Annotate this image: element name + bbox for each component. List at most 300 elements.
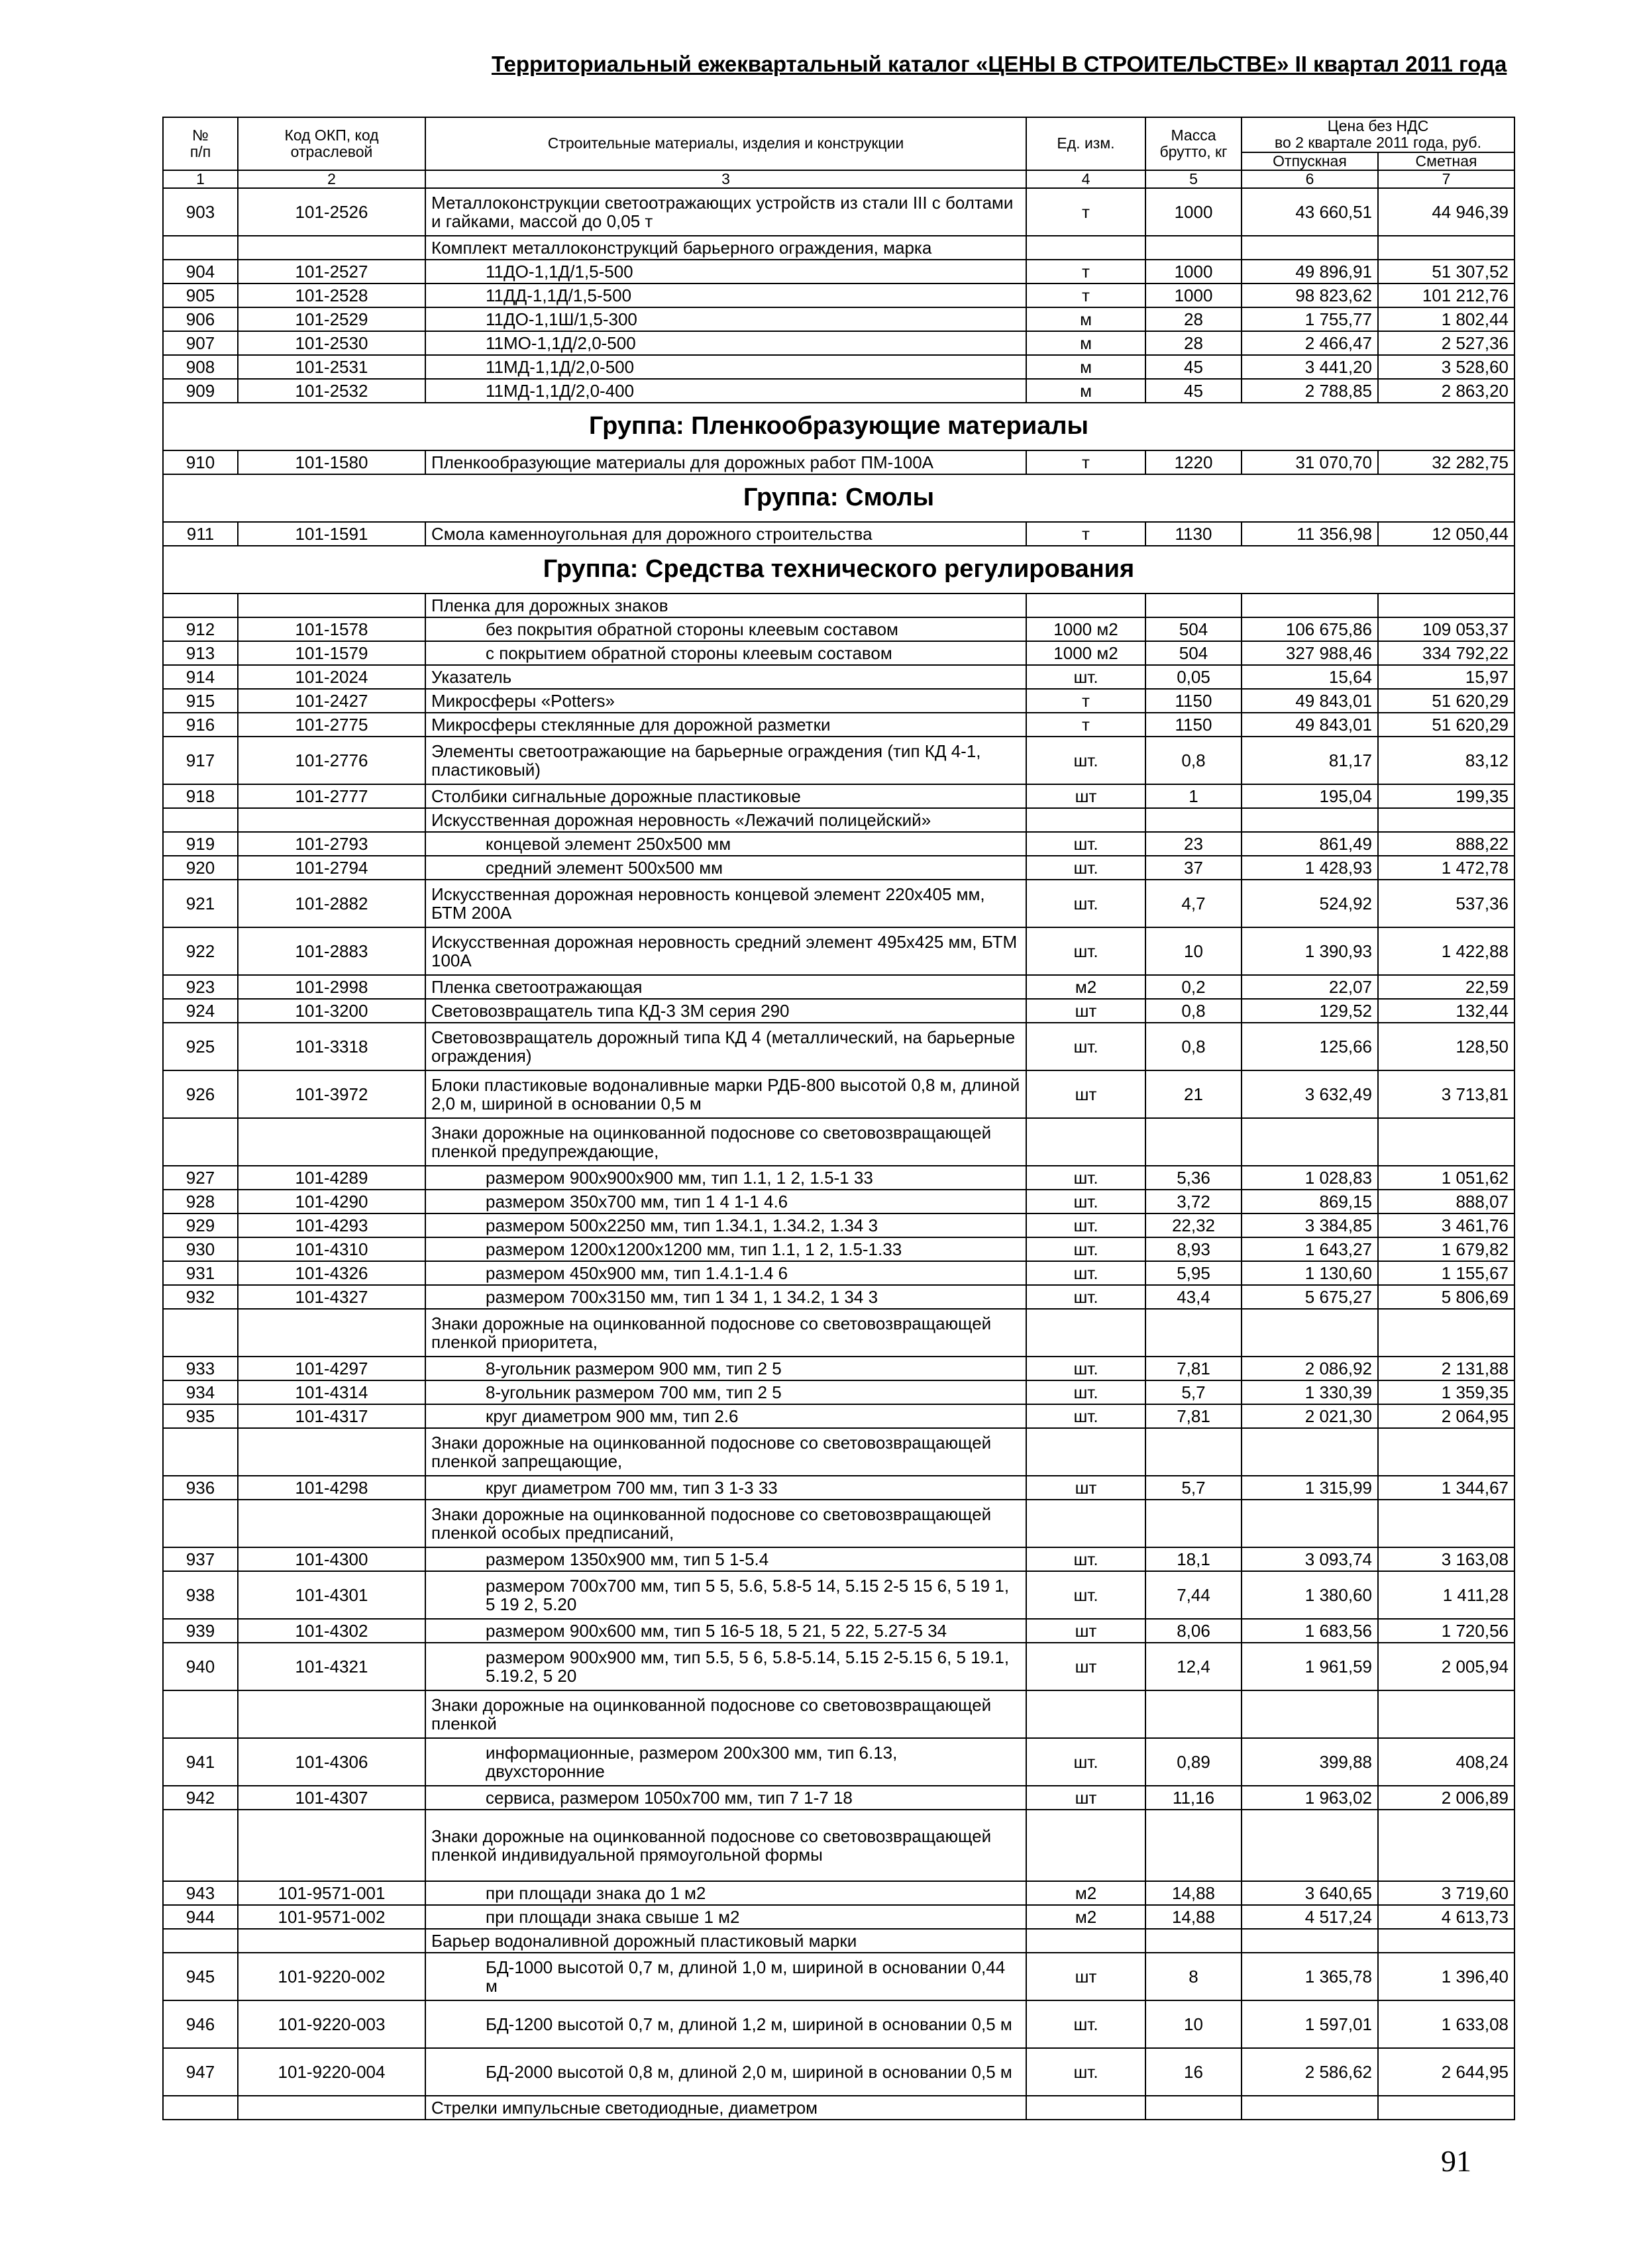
header-unit: Ед. изм. bbox=[1026, 117, 1145, 170]
empty-cell bbox=[1145, 808, 1242, 832]
sale-price: 1 643,27 bbox=[1242, 1237, 1378, 1261]
empty-cell bbox=[163, 1118, 238, 1166]
table-row bbox=[163, 737, 1514, 784]
unit: шт bbox=[1026, 1786, 1145, 1810]
empty-cell bbox=[1242, 808, 1378, 832]
unit: т bbox=[1026, 450, 1145, 474]
unit: шт. bbox=[1026, 1213, 1145, 1237]
table-row bbox=[163, 2048, 1514, 2096]
sale-price: 1 597,01 bbox=[1242, 2000, 1378, 2048]
price-table bbox=[162, 117, 1515, 2120]
estimate-price: 1 051,62 bbox=[1378, 1166, 1514, 1190]
mass: 14,88 bbox=[1145, 1905, 1242, 1929]
empty-cell bbox=[238, 1500, 425, 1547]
unit: шт. bbox=[1026, 1023, 1145, 1070]
material-name: размером 700х3150 мм, тип 1 34 1, 1 34.2, 1 34 3 bbox=[425, 1285, 1026, 1309]
material-name: БД-1200 высотой 0,7 м, длиной 1,2 м, шириной в основании 0,5 м bbox=[425, 2000, 1026, 2048]
row-number: 926 bbox=[163, 1070, 238, 1118]
empty-cell bbox=[1145, 1810, 1242, 1881]
table-row bbox=[163, 1619, 1514, 1643]
group-title: Группа: Средства технического регулирования bbox=[163, 546, 1514, 593]
sale-price: 11 356,98 bbox=[1242, 522, 1378, 546]
unit: шт. bbox=[1026, 2048, 1145, 2096]
estimate-price: 2 064,95 bbox=[1378, 1404, 1514, 1428]
empty-cell bbox=[163, 1810, 238, 1881]
table-row bbox=[163, 1643, 1514, 1690]
material-name: концевой элемент 250х500 мм bbox=[425, 832, 1026, 856]
sale-price: 5 675,27 bbox=[1242, 1285, 1378, 1309]
page-title: Территориальный ежеквартальный каталог «ЦЕНЫ В СТРОИТЕЛЬСТВЕ» II квартал 2011 года bbox=[492, 52, 1507, 76]
estimate-price: 128,50 bbox=[1378, 1023, 1514, 1070]
empty-cell bbox=[1026, 1810, 1145, 1881]
row-number: 911 bbox=[163, 522, 238, 546]
mass: 5,95 bbox=[1145, 1261, 1242, 1285]
col-number: 2 bbox=[238, 170, 425, 188]
row-number: 945 bbox=[163, 1953, 238, 2000]
row-number: 943 bbox=[163, 1881, 238, 1905]
mass: 8,93 bbox=[1145, 1237, 1242, 1261]
mass: 10 bbox=[1145, 927, 1242, 975]
row-number: 928 bbox=[163, 1190, 238, 1213]
table-row bbox=[163, 1786, 1514, 1810]
mass: 3,72 bbox=[1145, 1190, 1242, 1213]
subheading-text: Комплект металлоконструкций барьерного ограждения, марка bbox=[425, 236, 1026, 260]
empty-cell bbox=[163, 1690, 238, 1738]
mass: 1000 bbox=[1145, 260, 1242, 284]
unit: шт. bbox=[1026, 832, 1145, 856]
subheading-text: Знаки дорожные на оцинкованной подосновe со световозвращающей пленкой запрещающие, bbox=[425, 1428, 1026, 1476]
okp-code: 101-2528 bbox=[238, 284, 425, 307]
sale-price: 31 070,70 bbox=[1242, 450, 1378, 474]
material-name: 8-угольник размером 900 мм, тип 2 5 bbox=[425, 1357, 1026, 1380]
mass: 8,06 bbox=[1145, 1619, 1242, 1643]
header-mass: Масса брутто, кг bbox=[1145, 117, 1242, 170]
material-name: Микросферы стеклянные для дорожной разметки bbox=[425, 713, 1026, 737]
empty-cell bbox=[238, 1118, 425, 1166]
row-number: 929 bbox=[163, 1213, 238, 1237]
row-number: 925 bbox=[163, 1023, 238, 1070]
subheading-row bbox=[163, 1309, 1514, 1357]
estimate-price: 3 163,08 bbox=[1378, 1547, 1514, 1571]
unit: 1000 м2 bbox=[1026, 641, 1145, 665]
row-number: 922 bbox=[163, 927, 238, 975]
okp-code: 101-4317 bbox=[238, 1404, 425, 1428]
unit: шт bbox=[1026, 1070, 1145, 1118]
material-name: средний элемент 500х500 мм bbox=[425, 856, 1026, 880]
unit: м bbox=[1026, 379, 1145, 403]
mass: 0,8 bbox=[1145, 999, 1242, 1023]
unit: шт bbox=[1026, 784, 1145, 808]
mass: 21 bbox=[1145, 1070, 1242, 1118]
material-name: 11МД-1,1Д/2,0-400 bbox=[425, 379, 1026, 403]
sale-price: 49 896,91 bbox=[1242, 260, 1378, 284]
subheading-row bbox=[163, 808, 1514, 832]
sale-price: 1 428,93 bbox=[1242, 856, 1378, 880]
okp-code: 101-4307 bbox=[238, 1786, 425, 1810]
row-number: 910 bbox=[163, 450, 238, 474]
okp-code: 101-2775 bbox=[238, 713, 425, 737]
okp-code: 101-4327 bbox=[238, 1285, 425, 1309]
mass: 0,05 bbox=[1145, 665, 1242, 689]
okp-code: 101-9220-003 bbox=[238, 2000, 425, 2048]
empty-cell bbox=[1378, 1810, 1514, 1881]
estimate-price: 109 053,37 bbox=[1378, 617, 1514, 641]
okp-code: 101-3972 bbox=[238, 1070, 425, 1118]
row-number: 916 bbox=[163, 713, 238, 737]
empty-cell bbox=[1026, 1500, 1145, 1547]
sale-price: 1 315,99 bbox=[1242, 1476, 1378, 1500]
estimate-price: 1 359,35 bbox=[1378, 1380, 1514, 1404]
okp-code: 101-2529 bbox=[238, 307, 425, 331]
unit: шт. bbox=[1026, 1166, 1145, 1190]
material-name: Искусственная дорожная неровность средний элемент 495х425 мм, БТМ 100А bbox=[425, 927, 1026, 975]
material-name: при площади знака до 1 м2 bbox=[425, 1881, 1026, 1905]
okp-code: 101-2527 bbox=[238, 260, 425, 284]
header-name: Строительные материалы, изделия и конструкции bbox=[425, 117, 1026, 170]
empty-cell bbox=[238, 236, 425, 260]
unit: шт. bbox=[1026, 737, 1145, 784]
empty-cell bbox=[1378, 593, 1514, 617]
subheading-text: Знаки дорожные на оцинкованной подосновe со световозвращающей пленкой предупреждающие, bbox=[425, 1118, 1026, 1166]
unit: шт. bbox=[1026, 1571, 1145, 1619]
empty-cell bbox=[1378, 1428, 1514, 1476]
unit: 1000 м2 bbox=[1026, 617, 1145, 641]
okp-code: 101-3318 bbox=[238, 1023, 425, 1070]
sale-price: 861,49 bbox=[1242, 832, 1378, 856]
empty-cell bbox=[1026, 808, 1145, 832]
table-row bbox=[163, 975, 1514, 999]
empty-cell bbox=[1026, 236, 1145, 260]
material-name: размером 350х700 мм, тип 1 4 1-1 4.6 bbox=[425, 1190, 1026, 1213]
estimate-price: 132,44 bbox=[1378, 999, 1514, 1023]
empty-cell bbox=[1026, 1118, 1145, 1166]
sale-price: 3 093,74 bbox=[1242, 1547, 1378, 1571]
material-name: Смола каменноугольная для дорожного строительства bbox=[425, 522, 1026, 546]
row-number: 940 bbox=[163, 1643, 238, 1690]
material-name: Элементы светоотражающие на барьерные ограждения (тип КД 4-1, пластиковый) bbox=[425, 737, 1026, 784]
estimate-price: 1 720,56 bbox=[1378, 1619, 1514, 1643]
material-name: информационные, размером 200х300 мм, тип 6.13, двухсторонние bbox=[425, 1738, 1026, 1786]
unit: т bbox=[1026, 522, 1145, 546]
subheading-row bbox=[163, 1118, 1514, 1166]
estimate-price: 2 131,88 bbox=[1378, 1357, 1514, 1380]
okp-code: 101-2532 bbox=[238, 379, 425, 403]
table-row bbox=[163, 1070, 1514, 1118]
mass: 4,7 bbox=[1145, 880, 1242, 927]
row-number: 935 bbox=[163, 1404, 238, 1428]
empty-cell bbox=[163, 1428, 238, 1476]
unit: шт. bbox=[1026, 927, 1145, 975]
unit: т bbox=[1026, 689, 1145, 713]
material-name: сервиса, размером 1050х700 мм, тип 7 1-7 18 bbox=[425, 1786, 1026, 1810]
header-code: Код ОКП, код отраслевой bbox=[238, 117, 425, 170]
subheading-row bbox=[163, 236, 1514, 260]
material-name: размером 900х900 мм, тип 5.5, 5 6, 5.8-5.14, 5.15 2-5.15 6, 5 19.1, 5.19.2, 5 20 bbox=[425, 1643, 1026, 1690]
okp-code: 101-3200 bbox=[238, 999, 425, 1023]
mass: 1 bbox=[1145, 784, 1242, 808]
table-row bbox=[163, 450, 1514, 474]
mass: 504 bbox=[1145, 641, 1242, 665]
okp-code: 101-9220-002 bbox=[238, 1953, 425, 2000]
unit: шт bbox=[1026, 1953, 1145, 2000]
empty-cell bbox=[1378, 236, 1514, 260]
empty-cell bbox=[1145, 593, 1242, 617]
sale-price: 49 843,01 bbox=[1242, 713, 1378, 737]
estimate-price: 537,36 bbox=[1378, 880, 1514, 927]
empty-cell bbox=[1026, 2096, 1145, 2120]
estimate-price: 32 282,75 bbox=[1378, 450, 1514, 474]
mass: 11,16 bbox=[1145, 1786, 1242, 1810]
material-name: размером 700х700 мм, тип 5 5, 5.6, 5.8-5 14, 5.15 2-5 15 6, 5 19 1, 5 19 2, 5.20 bbox=[425, 1571, 1026, 1619]
unit: м bbox=[1026, 331, 1145, 355]
page-number: 91 bbox=[1441, 2144, 1471, 2178]
material-name: БД-1000 высотой 0,7 м, длиной 1,0 м, шириной в основании 0,44 м bbox=[425, 1953, 1026, 2000]
table-row bbox=[163, 355, 1514, 379]
row-number: 939 bbox=[163, 1619, 238, 1643]
estimate-price: 4 613,73 bbox=[1378, 1905, 1514, 1929]
row-number: 908 bbox=[163, 355, 238, 379]
unit: шт. bbox=[1026, 1285, 1145, 1309]
mass: 18,1 bbox=[1145, 1547, 1242, 1571]
row-number: 914 bbox=[163, 665, 238, 689]
subheading-row bbox=[163, 1929, 1514, 1953]
empty-cell bbox=[1378, 1929, 1514, 1953]
estimate-price: 2 006,89 bbox=[1378, 1786, 1514, 1810]
empty-cell bbox=[238, 1929, 425, 1953]
unit: шт bbox=[1026, 1476, 1145, 1500]
unit: шт. bbox=[1026, 1547, 1145, 1571]
unit: шт. bbox=[1026, 1237, 1145, 1261]
table-row bbox=[163, 713, 1514, 737]
material-name: 11МД-1,1Д/2,0-500 bbox=[425, 355, 1026, 379]
estimate-price: 12 050,44 bbox=[1378, 522, 1514, 546]
header-estimate-price: Сметная bbox=[1378, 152, 1514, 170]
table-row bbox=[163, 665, 1514, 689]
estimate-price: 334 792,22 bbox=[1378, 641, 1514, 665]
header-num: № п/п bbox=[163, 117, 238, 170]
row-number: 933 bbox=[163, 1357, 238, 1380]
table-row bbox=[163, 689, 1514, 713]
okp-code: 101-9220-004 bbox=[238, 2048, 425, 2096]
subheading-text: Пленка для дорожных знаков bbox=[425, 593, 1026, 617]
material-name: размером 1200х1200х1200 мм, тип 1.1, 1 2, 1.5-1.33 bbox=[425, 1237, 1026, 1261]
sale-price: 1 755,77 bbox=[1242, 307, 1378, 331]
subheading-row bbox=[163, 2096, 1514, 2120]
row-number: 915 bbox=[163, 689, 238, 713]
sale-price: 1 683,56 bbox=[1242, 1619, 1378, 1643]
row-number: 944 bbox=[163, 1905, 238, 1929]
empty-cell bbox=[1026, 1929, 1145, 1953]
sale-price: 43 660,51 bbox=[1242, 188, 1378, 236]
unit: т bbox=[1026, 188, 1145, 236]
subheading-text: Искусственная дорожная неровность «Лежачий полицейский» bbox=[425, 808, 1026, 832]
material-name: 11ДО-1,1Ш/1,5-300 bbox=[425, 307, 1026, 331]
mass: 1130 bbox=[1145, 522, 1242, 546]
sale-price: 22,07 bbox=[1242, 975, 1378, 999]
mass: 1150 bbox=[1145, 713, 1242, 737]
col-number: 4 bbox=[1026, 170, 1145, 188]
okp-code: 101-4301 bbox=[238, 1571, 425, 1619]
table-row bbox=[163, 1213, 1514, 1237]
table-row bbox=[163, 379, 1514, 403]
material-name: Микросферы «Potters» bbox=[425, 689, 1026, 713]
estimate-price: 199,35 bbox=[1378, 784, 1514, 808]
sale-price: 2 586,62 bbox=[1242, 2048, 1378, 2096]
table-row bbox=[163, 1571, 1514, 1619]
subheading-row bbox=[163, 1810, 1514, 1881]
table-row bbox=[163, 617, 1514, 641]
mass: 28 bbox=[1145, 307, 1242, 331]
mass: 8 bbox=[1145, 1953, 1242, 2000]
estimate-price: 44 946,39 bbox=[1378, 188, 1514, 236]
row-number: 919 bbox=[163, 832, 238, 856]
sale-price: 869,15 bbox=[1242, 1190, 1378, 1213]
group-row bbox=[163, 403, 1514, 450]
estimate-price: 5 806,69 bbox=[1378, 1285, 1514, 1309]
row-number: 918 bbox=[163, 784, 238, 808]
sale-price: 2 788,85 bbox=[1242, 379, 1378, 403]
mass: 22,32 bbox=[1145, 1213, 1242, 1237]
estimate-price: 2 527,36 bbox=[1378, 331, 1514, 355]
header-sale-price: Отпускная bbox=[1242, 152, 1378, 170]
row-number: 904 bbox=[163, 260, 238, 284]
table-row bbox=[163, 1166, 1514, 1190]
row-number: 941 bbox=[163, 1738, 238, 1786]
table-body bbox=[163, 188, 1514, 2120]
table-row bbox=[163, 1905, 1514, 1929]
estimate-price: 1 679,82 bbox=[1378, 1237, 1514, 1261]
row-number: 927 bbox=[163, 1166, 238, 1190]
row-number: 931 bbox=[163, 1261, 238, 1285]
unit: м bbox=[1026, 307, 1145, 331]
okp-code: 101-4293 bbox=[238, 1213, 425, 1237]
material-name: без покрытия обратной стороны клеевым составом bbox=[425, 617, 1026, 641]
header-price: Цена без НДС во 2 квартале 2011 года, руб. bbox=[1242, 117, 1514, 152]
material-name: 11ДД-1,1Д/1,5-500 bbox=[425, 284, 1026, 307]
estimate-price: 1 411,28 bbox=[1378, 1571, 1514, 1619]
material-name: размером 900х600 мм, тип 5 16-5 18, 5 21, 5 22, 5.27-5 34 bbox=[425, 1619, 1026, 1643]
row-number: 905 bbox=[163, 284, 238, 307]
unit: шт bbox=[1026, 1643, 1145, 1690]
unit: шт. bbox=[1026, 2000, 1145, 2048]
subheading-text: Знаки дорожные на оцинкованной подосновe со световозвращающей пленкой особых предписаний, bbox=[425, 1500, 1026, 1547]
row-number: 932 bbox=[163, 1285, 238, 1309]
empty-cell bbox=[1378, 808, 1514, 832]
row-number: 906 bbox=[163, 307, 238, 331]
mass: 504 bbox=[1145, 617, 1242, 641]
sale-price: 2 086,92 bbox=[1242, 1357, 1378, 1380]
mass: 45 bbox=[1145, 355, 1242, 379]
table-row bbox=[163, 641, 1514, 665]
estimate-price: 2 005,94 bbox=[1378, 1643, 1514, 1690]
table-row bbox=[163, 331, 1514, 355]
okp-code: 101-4321 bbox=[238, 1643, 425, 1690]
sale-price: 3 441,20 bbox=[1242, 355, 1378, 379]
row-number: 917 bbox=[163, 737, 238, 784]
okp-code: 101-9571-002 bbox=[238, 1905, 425, 1929]
table-row bbox=[163, 2000, 1514, 2048]
material-name: Столбики сигнальные дорожные пластиковые bbox=[425, 784, 1026, 808]
sale-price: 4 517,24 bbox=[1242, 1905, 1378, 1929]
estimate-price: 3 528,60 bbox=[1378, 355, 1514, 379]
table-row bbox=[163, 1404, 1514, 1428]
okp-code: 101-2882 bbox=[238, 880, 425, 927]
mass: 10 bbox=[1145, 2000, 1242, 2048]
group-title: Группа: Пленкообразующие материалы bbox=[163, 403, 1514, 450]
subheading-text: Знаки дорожные на оцинкованной подосновe со световозвращающей пленкой индивидуальной прямоугольной формы bbox=[425, 1810, 1026, 1881]
okp-code: 101-4297 bbox=[238, 1357, 425, 1380]
unit: шт. bbox=[1026, 1357, 1145, 1380]
okp-code: 101-2024 bbox=[238, 665, 425, 689]
col-number: 5 bbox=[1145, 170, 1242, 188]
material-name: Пленкообразующие материалы для дорожных работ ПМ-100А bbox=[425, 450, 1026, 474]
empty-cell bbox=[1242, 236, 1378, 260]
subheading-text: Стрелки импульсные светодиодные, диаметром bbox=[425, 2096, 1026, 2120]
sale-price: 524,92 bbox=[1242, 880, 1378, 927]
mass: 5,36 bbox=[1145, 1166, 1242, 1190]
estimate-price: 888,07 bbox=[1378, 1190, 1514, 1213]
row-number: 912 bbox=[163, 617, 238, 641]
okp-code: 101-1579 bbox=[238, 641, 425, 665]
sale-price: 327 988,46 bbox=[1242, 641, 1378, 665]
mass: 0,89 bbox=[1145, 1738, 1242, 1786]
okp-code: 101-2998 bbox=[238, 975, 425, 999]
group-row bbox=[163, 474, 1514, 522]
mass: 1150 bbox=[1145, 689, 1242, 713]
row-number: 947 bbox=[163, 2048, 238, 2096]
empty-cell bbox=[1242, 1929, 1378, 1953]
mass: 5,7 bbox=[1145, 1476, 1242, 1500]
okp-code: 101-4290 bbox=[238, 1190, 425, 1213]
okp-code: 101-2776 bbox=[238, 737, 425, 784]
material-name: размером 1350х900 мм, тип 5 1-5.4 bbox=[425, 1547, 1026, 1571]
table-row bbox=[163, 1881, 1514, 1905]
empty-cell bbox=[1378, 1309, 1514, 1357]
okp-code: 101-2531 bbox=[238, 355, 425, 379]
empty-cell bbox=[1242, 593, 1378, 617]
row-number: 934 bbox=[163, 1380, 238, 1404]
row-number: 909 bbox=[163, 379, 238, 403]
row-number: 946 bbox=[163, 2000, 238, 2048]
sale-price: 195,04 bbox=[1242, 784, 1378, 808]
empty-cell bbox=[1145, 1690, 1242, 1738]
sale-price: 125,66 bbox=[1242, 1023, 1378, 1070]
sale-price: 1 330,39 bbox=[1242, 1380, 1378, 1404]
sale-price: 1 963,02 bbox=[1242, 1786, 1378, 1810]
empty-cell bbox=[1026, 1690, 1145, 1738]
table-row bbox=[163, 856, 1514, 880]
okp-code: 101-1580 bbox=[238, 450, 425, 474]
estimate-price: 15,97 bbox=[1378, 665, 1514, 689]
sale-price: 3 640,65 bbox=[1242, 1881, 1378, 1905]
table-row bbox=[163, 1023, 1514, 1070]
estimate-price: 3 719,60 bbox=[1378, 1881, 1514, 1905]
table-row bbox=[163, 1953, 1514, 2000]
empty-cell bbox=[1242, 2096, 1378, 2120]
estimate-price: 1 472,78 bbox=[1378, 856, 1514, 880]
empty-cell bbox=[1242, 1428, 1378, 1476]
okp-code: 101-4302 bbox=[238, 1619, 425, 1643]
material-name: 8-угольник размером 700 мм, тип 2 5 bbox=[425, 1380, 1026, 1404]
mass: 43,4 bbox=[1145, 1285, 1242, 1309]
table-row bbox=[163, 1547, 1514, 1571]
okp-code: 101-4310 bbox=[238, 1237, 425, 1261]
row-number: 937 bbox=[163, 1547, 238, 1571]
unit: м bbox=[1026, 355, 1145, 379]
table-row bbox=[163, 1237, 1514, 1261]
mass: 0,8 bbox=[1145, 1023, 1242, 1070]
mass: 5,7 bbox=[1145, 1380, 1242, 1404]
